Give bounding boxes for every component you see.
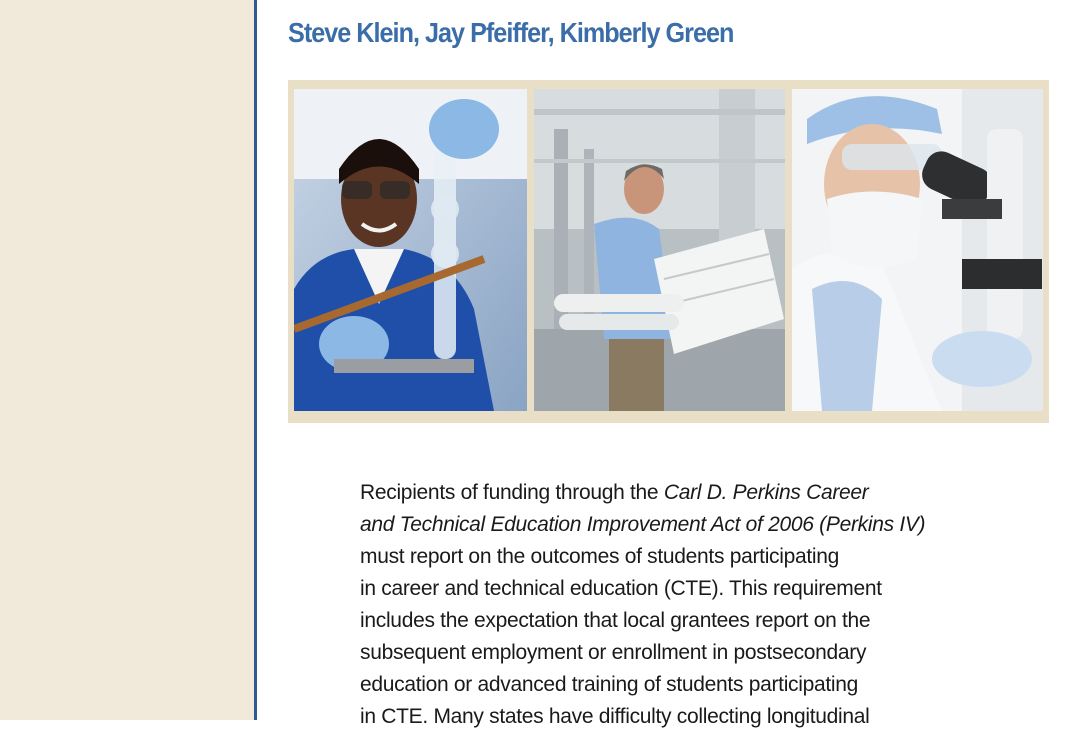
paragraph-line-7: education or advanced training of students participating (360, 673, 859, 696)
act-title-italic-1: Carl D. Perkins Career (663, 481, 869, 504)
scientist-with-glassware-photo (294, 89, 527, 411)
engineer-with-blueprints-photo (534, 89, 785, 411)
vertical-divider-rule (254, 0, 257, 720)
author-names: Steve Klein, Jay Pfeiffer, Kimberly Green (288, 17, 734, 48)
left-margin-panel (0, 0, 254, 720)
paragraph-line-1 (360, 477, 1000, 509)
paragraph-line-8: in CTE. Many states have difficulty collecting longitudinal (360, 705, 870, 728)
lab-researcher-microscope-photo (792, 89, 1043, 411)
paragraph-line-5: includes the expectation that local grantees report on the (360, 609, 871, 632)
line-1-text: Recipients of funding through the (360, 481, 664, 504)
paragraph-line-6: subsequent employment or enrollment in postsecondary (360, 641, 867, 664)
act-title-italic-2: and Technical Education Improvement Act of 2006 (Perkins IV) (360, 513, 926, 536)
paragraph-line-3: must report on the outcomes of students participating (360, 545, 840, 568)
intro-paragraph (360, 477, 1000, 733)
paragraph-line-4: in career and technical education (CTE). This requirement (360, 577, 882, 600)
paragraph-line-2 (360, 509, 1000, 541)
photo-strip (288, 80, 1049, 423)
